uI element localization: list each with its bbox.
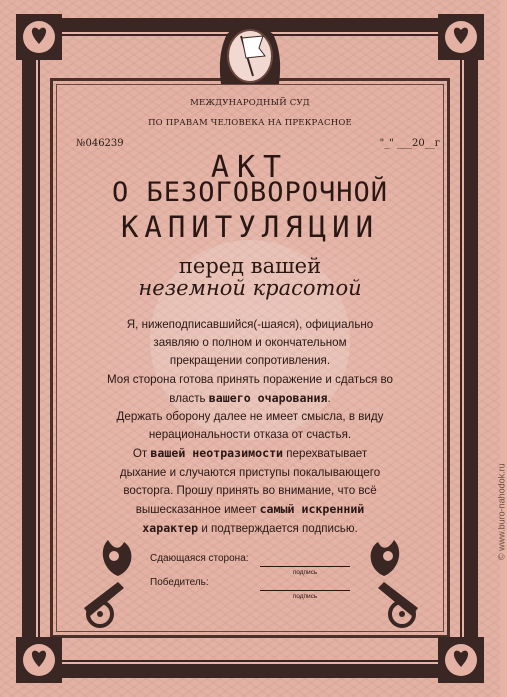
court-name-line2: ПО ПРАВАМ ЧЕЛОВЕКА НА ПРЕКРАСНОЕ — [148, 118, 352, 128]
declaration-line: дыхание и случаются приступы покалывающего — [119, 465, 381, 479]
declaration-line: Держать оборону далее не имеет смысла, в виду — [116, 410, 384, 424]
white-flag-emblem-icon — [215, 14, 285, 92]
corner-flourish-icon — [434, 10, 488, 64]
title-line2: О БЕЗОГОВОРОЧНОЙ — [111, 177, 389, 208]
text-run: вышесказанное имеет — [135, 503, 257, 517]
signature-line[interactable] — [260, 566, 350, 567]
emphasis-text: характер — [142, 521, 199, 536]
signature-caption: подпись — [292, 593, 318, 600]
document-number: №046239 — [76, 138, 124, 149]
emphasis-text: вашей неотразимости — [150, 446, 284, 461]
declaration-line: Я, нижеподписавшийся(-шаяся), официально — [126, 318, 374, 331]
title-line1: АКТ — [210, 150, 290, 185]
declaration-line — [74, 500, 426, 519]
signature-line[interactable] — [260, 590, 350, 591]
corner-flourish-icon — [12, 10, 66, 64]
declaration-line: прекращении сопротивления. — [169, 354, 331, 368]
emphasis-text: самый искренний — [259, 502, 365, 517]
declaration-line: Моя сторона готова принять поражение и сдаться во — [106, 372, 394, 386]
surrender-label: Сдающаяся сторона: — [150, 553, 249, 564]
title-line3: КАПИТУЛЯЦИИ — [120, 210, 380, 244]
subtitle-line1: перед вашей — [178, 254, 322, 278]
declaration-line: восторга. Прошу принять во внимание, что всё — [123, 483, 377, 497]
text-run: и подтверждается подписью. — [201, 522, 358, 536]
surrender-signature-row — [150, 553, 318, 576]
winner-signature-row — [150, 577, 318, 600]
declaration-line: заявляю о полном и окончательном — [153, 336, 347, 350]
declaration-line — [74, 389, 426, 408]
corner-flourish-icon — [12, 633, 66, 687]
declaration-line: нерациональности отказа от счастья. — [148, 428, 352, 442]
text-run: От — [132, 447, 148, 461]
emphasis-text: вашего очарования — [208, 390, 328, 405]
signature-caption: подпись — [292, 569, 318, 576]
text-run: власть — [169, 391, 206, 405]
declaration-line — [74, 444, 426, 463]
declaration-text — [74, 316, 426, 538]
site-watermark: © www.buro-nahodok.ru — [497, 463, 507, 560]
text-run: . — [327, 391, 331, 405]
corner-flourish-icon — [434, 633, 488, 687]
court-name-line1: МЕЖДУНАРОДНЫЙ СУД — [190, 98, 310, 108]
cannon-ornament-icon — [344, 530, 424, 630]
date-field: "_" ___20__г — [379, 138, 440, 149]
text-run: перехватывает — [286, 447, 368, 461]
cannon-ornament-icon — [78, 530, 158, 630]
winner-label: Победитель: — [150, 577, 209, 588]
subtitle-line2: неземной красотой — [138, 276, 362, 300]
